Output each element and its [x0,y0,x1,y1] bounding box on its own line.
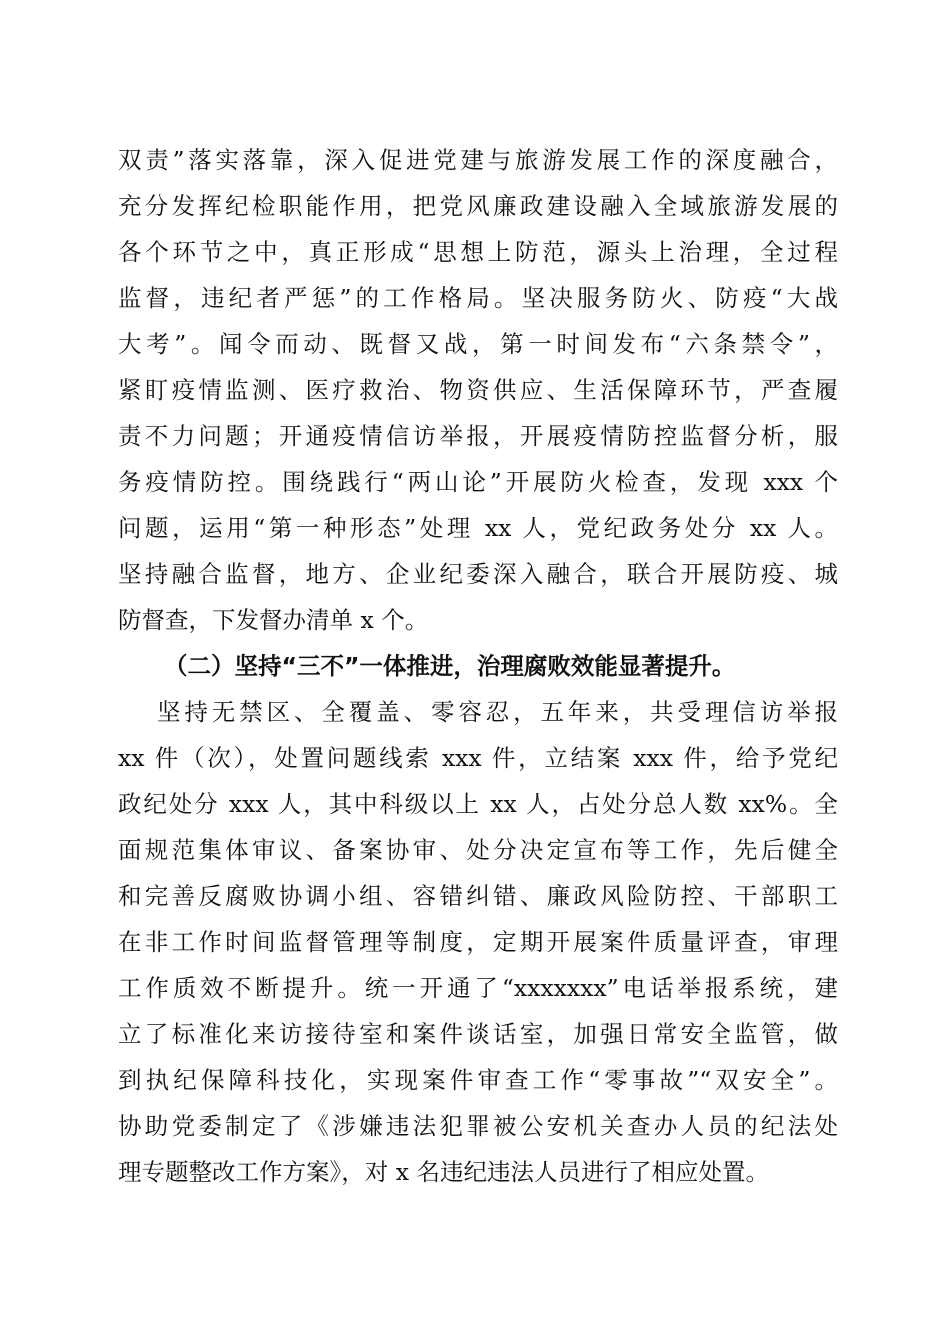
paragraph-line: 在非工作时间监督管理等制度，定期开展案件质量评查，审理 [118,928,838,956]
paragraph-line: 防督查，下发督办清单 x 个。 [118,606,429,634]
paragraph-line: 理专题整改工作方案》，对 x 名违纪违法人员进行了相应处置。 [118,1158,769,1186]
paragraph-line: 紧盯疫情监测、医疗救治、物资供应、生活保障环节，严查履 [118,376,838,404]
paragraph-line: 责不力问题；开通疫情信访举报，开展疫情防控监督分析，服 [118,422,838,450]
paragraph-line: 和完善反腐败协调小组、容错纠错、廉政风险防控、干部职工 [118,882,838,910]
paragraph-line: 务疫情防控。围绕践行“两山论”开展防火检查，发现 xxx 个 [118,468,838,496]
section-heading: （二）坚持“三不”一体推进，治理腐败效能显著提升。 [164,652,736,680]
paragraph-line: 立了标准化来访接待室和案件谈话室，加强日常安全监管，做 [118,1020,838,1048]
paragraph-line: xx 件（次），处置问题线索 xxx 件，立结案 xxx 件，给予党纪 [118,744,838,772]
paragraph-line: 工作质效不断提升。统一开通了“xxxxxxx”电话举报系统，建 [118,974,838,1002]
paragraph-line: 面规范集体审议、备案协审、处分决定宣布等工作，先后健全 [118,836,838,864]
paragraph-line: 坚持融合监督，地方、企业纪委深入融合，联合开展防疫、城 [118,560,838,588]
paragraph-line: 坚持无禁区、全覆盖、零容忍，五年来，共受理信访举报 [157,698,838,726]
paragraph-line: 充分发挥纪检职能作用，把党风廉政建设融入全域旅游发展的 [118,192,838,220]
paragraph-line: 协助党委制定了《涉嫌违法犯罪被公安机关查办人员的纪法处 [118,1112,838,1140]
paragraph-line: 到执纪保障科技化，实现案件审查工作“零事故”“双安全”。 [118,1066,838,1094]
paragraph-line: 各个环节之中，真正形成“思想上防范，源头上治理，全过程 [118,238,838,266]
paragraph-line: 政纪处分 xxx 人，其中科级以上 xx 人，占处分总人数 xx%。全 [118,790,838,818]
paragraph-line: 监督，违纪者严惩”的工作格局。坚决服务防火、防疫“大战 [118,284,838,312]
paragraph-line: 问题，运用“第一种形态”处理 xx 人，党纪政务处分 xx 人。 [118,514,838,542]
paragraph-line: 大考”。闻令而动、既督又战，第一时间发布“六条禁令”， [118,330,838,358]
paragraph-line: 双责”落实落靠，深入促进党建与旅游发展工作的深度融合， [118,146,838,174]
